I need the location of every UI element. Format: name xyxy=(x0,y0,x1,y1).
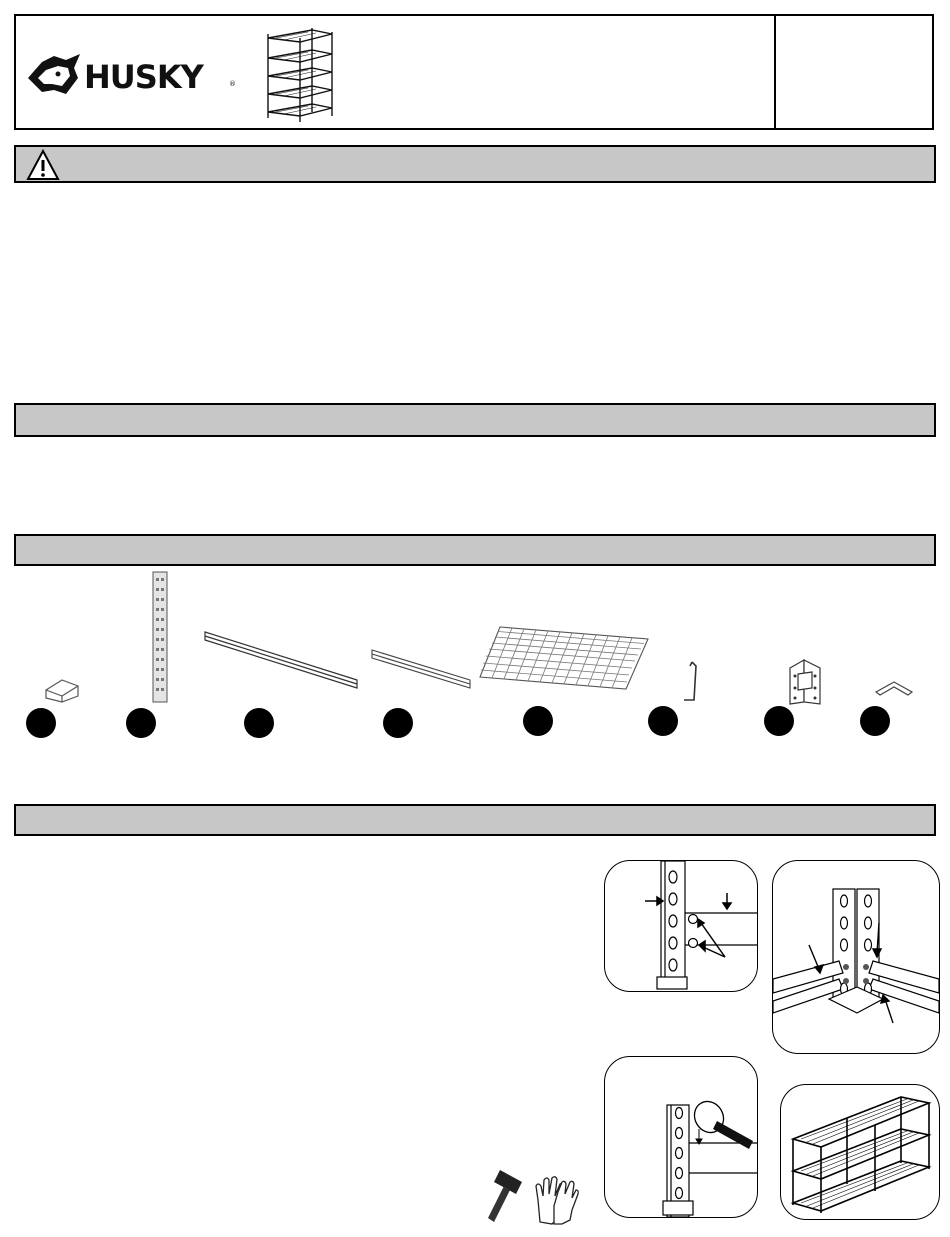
assembly-panel-corner-connection xyxy=(772,860,940,1054)
svg-text:HUSKY: HUSKY xyxy=(84,58,203,96)
assembly-panel-mallet-tap xyxy=(604,1056,758,1218)
warning-bar xyxy=(14,145,936,183)
tools-bar xyxy=(14,403,936,437)
gloves-icon xyxy=(532,1172,580,1226)
assembly-bar xyxy=(14,804,936,836)
part-f-marker xyxy=(648,706,678,736)
part-d-marker xyxy=(383,708,413,738)
assembly-panel-beam-insert xyxy=(604,860,758,992)
part-a-marker xyxy=(26,708,56,738)
part-c-long-beam-image xyxy=(203,630,359,692)
parts-bar xyxy=(14,534,936,566)
product-thumbnail xyxy=(264,24,336,124)
part-h-marker xyxy=(860,706,890,736)
part-g-marker xyxy=(764,706,794,736)
part-f-support-hook-image xyxy=(680,660,700,704)
header-divider xyxy=(774,14,776,130)
warning-icon xyxy=(26,149,60,181)
part-h-corner-cap-image xyxy=(874,680,914,700)
part-b-upright-image xyxy=(150,570,170,704)
part-d-short-beam-image xyxy=(370,648,472,690)
part-g-bracket-image xyxy=(786,658,824,706)
mallet-icon xyxy=(480,1164,530,1224)
part-e-marker xyxy=(523,706,553,736)
part-e-wire-deck-image xyxy=(478,625,650,691)
part-c-marker xyxy=(244,708,274,738)
assembly-panel-completed-unit xyxy=(780,1084,940,1220)
part-a-foot-plate-image xyxy=(44,676,80,704)
svg-text:®: ® xyxy=(229,80,236,88)
husky-logo xyxy=(24,50,244,100)
part-b-marker xyxy=(126,708,156,738)
